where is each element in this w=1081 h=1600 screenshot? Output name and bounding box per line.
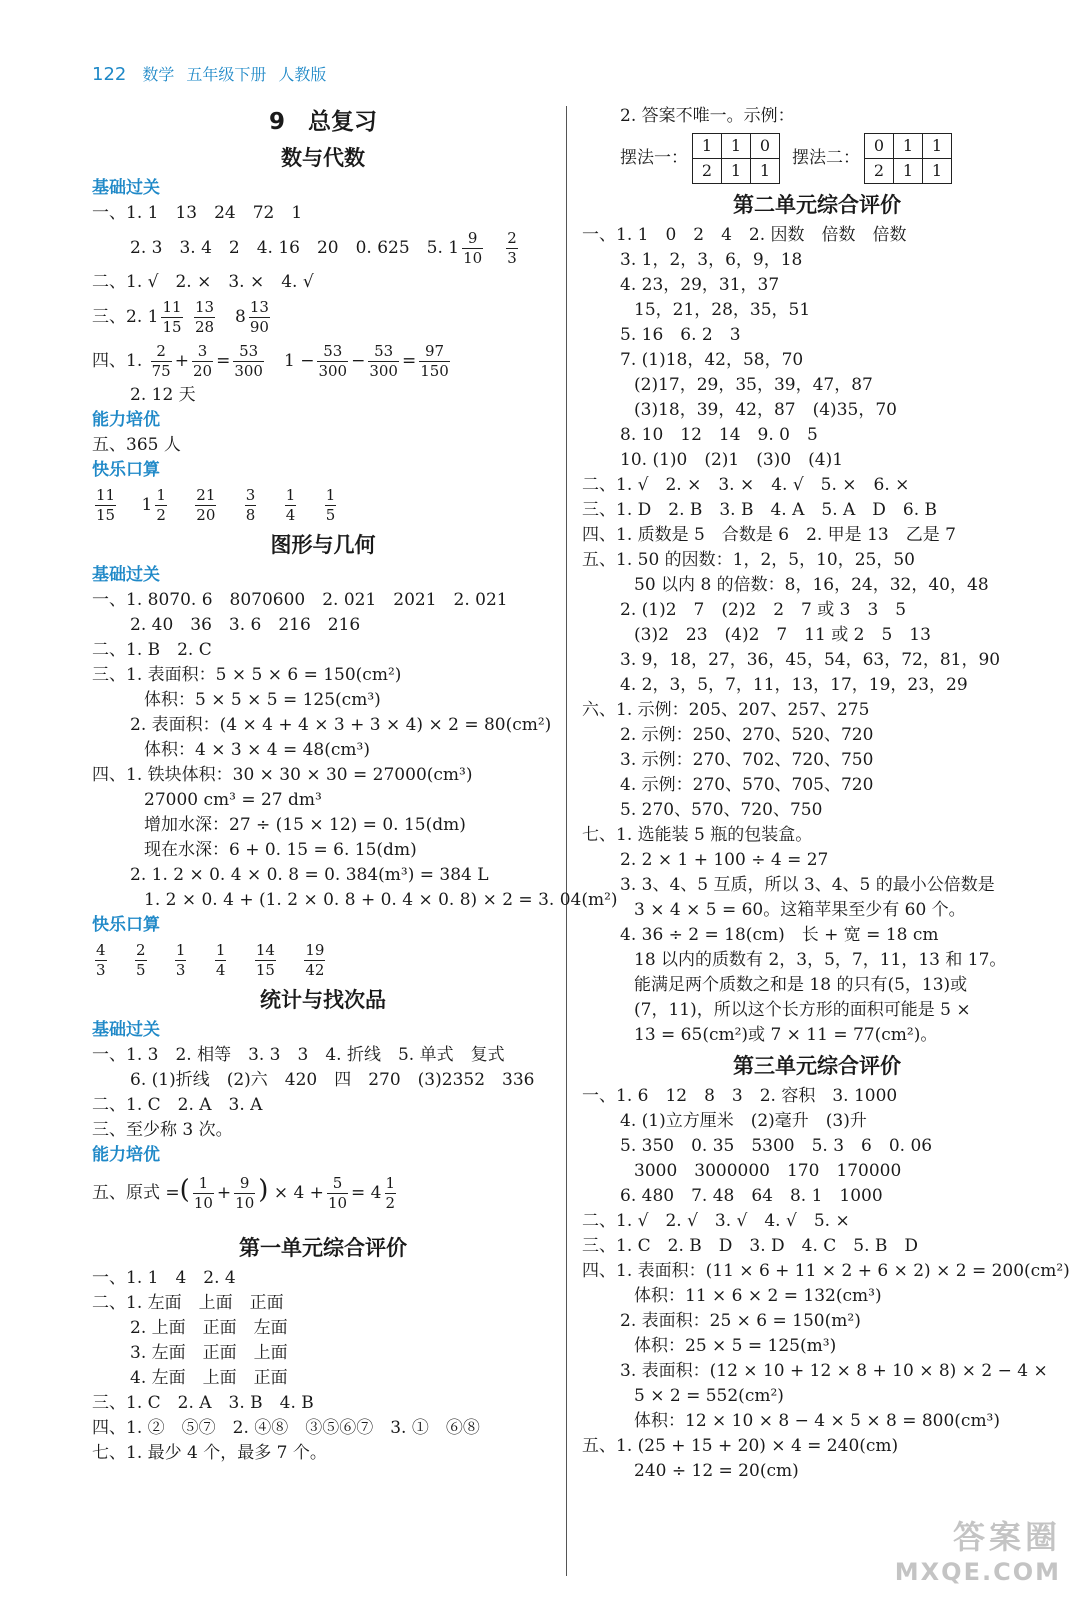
fraction: $\frac{53}{300}$: [318, 342, 348, 380]
fraction: $\frac{2}{5}$: [135, 941, 146, 979]
answer-line: (7，11)，所以这个长方形的面积可能是 5 ×: [634, 1000, 971, 1020]
section-title: 第二单元综合评价: [733, 193, 901, 217]
fraction: $\frac{3}{8}$: [245, 486, 256, 524]
answer-line: 二、1. C 2. A 3. A: [92, 1095, 263, 1115]
subsection-label: 能力培优: [92, 410, 160, 430]
answer-line: 3 × 4 × 5 = 60。这箱苹果至少有 60 个。: [634, 900, 966, 920]
grade-label: 五年级下册: [186, 65, 267, 84]
answer-line: 体积：12 × 10 × 8 − 4 × 5 × 8 = 800(cm³): [634, 1411, 1001, 1431]
fraction: $\frac{1}{4}$: [215, 941, 226, 979]
answer-line: [92, 938, 554, 982]
subsection-label: 基础过关: [92, 1020, 160, 1040]
answer-line: 13 = 65(cm²)或 7 × 11 = 77(cm²)。: [634, 1025, 938, 1045]
subsection-label: 快乐口算: [92, 460, 160, 480]
answer-line: 五、365 人: [92, 435, 181, 455]
answer-line: 5. 270、570、720、750: [620, 800, 823, 820]
fraction: $\frac{11}{15}$: [96, 486, 116, 524]
answer-line: 2. 上面 正面 左面: [130, 1318, 288, 1338]
answer-line: 一、1. 1 13 24 72 1: [92, 203, 303, 223]
answer-line: 2. 示例：250、270、520、720: [620, 725, 874, 745]
answer-line: 3. 9，18，27，36，45，54，63，72，81，90: [620, 650, 1001, 670]
answer-line: 二、1. 左面 上面 正面: [92, 1293, 284, 1313]
fraction: $\frac{4}{3}$: [96, 941, 106, 979]
answer-line: 三、至少称 3 次。: [92, 1120, 233, 1140]
answer-line: 四、1. 质数是 5 合数是 6 2. 甲是 13 乙是 7: [582, 525, 956, 545]
column-divider: [566, 106, 567, 1576]
fraction: $\frac{1}{3}$: [175, 941, 186, 979]
answer-line: 3. 表面积：(12 × 10 + 12 × 8 + 10 × 8) × 2 − 4 ×: [620, 1361, 1048, 1381]
fraction: $\frac{1}{2}$: [156, 486, 166, 524]
subsection-label: 能力培优: [92, 1145, 160, 1165]
answer-line: 1. 2 × 0. 4 + (1. 2 × 0. 8 + 0. 4 × 0. 8) × 2 = 3. 04(m²): [144, 890, 618, 910]
answer-line: [92, 226, 554, 270]
fraction: $\frac{3}{20}$: [192, 342, 213, 380]
fraction: $\frac{5}{10}$: [327, 1174, 348, 1212]
answer-line: 体积：11 × 6 × 2 = 132(cm³): [634, 1286, 882, 1306]
fraction: $\frac{1}{5}$: [325, 486, 336, 524]
answer-line: 6. (1)折线 (2)六 420 四 270 (3)2352 336: [130, 1070, 535, 1090]
answer-line: 5. 350 0. 35 5300 5. 3 6 0. 06: [620, 1136, 933, 1156]
answer-line: 15，21，28，35，51: [634, 300, 811, 320]
answer-line: 五、1. (25 + 15 + 20) × 4 = 240(cm): [582, 1436, 899, 1456]
answer-line: 四、1. 铁块体积：30 × 30 × 30 = 27000(cm³): [92, 765, 473, 785]
answer-line: $\frac{11}{15}$ 1 $\frac{1}{2}$ $\frac{21}{20}$ $\frac{3}{8}$ $\frac{1}{4}$ $\frac{1}{5}$: [96, 486, 336, 524]
answer-line: 2. 表面积：(4 × 4 + 4 × 3 + 3 × 4) × 2 = 80(cm²): [130, 715, 552, 735]
answer-line: (2)17，29，35，39，47，87: [634, 375, 873, 395]
fraction: $\frac{21}{20}$: [196, 486, 216, 524]
answer-line: 8. 10 12 14 9. 0 5: [620, 425, 818, 445]
section-title: 第三单元综合评价: [733, 1054, 901, 1078]
arrangement-line: [582, 129, 1052, 187]
answer-line: 体积：25 × 5 = 125(m³): [634, 1336, 837, 1356]
page-number: 122: [92, 64, 127, 85]
answer-line: 三、1. D 2. B 3. B 4. A 5. A D 6. B: [582, 500, 938, 520]
answer-line: 2. 2 × 1 + 100 ÷ 4 = 27: [620, 850, 829, 870]
answer-line: 四、1. $\frac{2}{75}$ + $\frac{3}{20}$ = $\frac{53}{300}$ 1 − $\frac{53}{300}$ − $\frac{53}{300}$ = $\frac{97}{150}$: [92, 342, 449, 380]
section-title: 统计与找次品: [260, 988, 386, 1012]
arrangement-label: 摆法二：: [792, 148, 860, 168]
answer-line: 3000 3000000 170 170000: [634, 1161, 902, 1181]
answer-line: 二、1. B 2. C: [92, 640, 212, 660]
right-column: [582, 104, 1070, 1484]
answer-line: 七、1. 选能装 5 瓶的包装盒。: [582, 825, 813, 845]
answer-line: 体积：5 × 5 × 5 = 125(cm³): [144, 690, 381, 710]
fraction: $\frac{9}{10}$: [463, 229, 483, 267]
section-title: 第一单元综合评价: [239, 1236, 407, 1260]
section-title: 图形与几何: [270, 533, 376, 557]
answer-line: 三、1. 表面积：5 × 5 × 6 = 150(cm²): [92, 665, 402, 685]
answer-line: 3. 3、4、5 互质，所以 3、4、5 的最小公倍数是: [620, 875, 995, 895]
answer-line: 五、原式 =( $\frac{1}{10}$ + $\frac{9}{10}$ ) × 4 + $\frac{5}{10}$ = 4 $\frac{1}{2}$: [92, 1174, 396, 1212]
answer-line: 2. 40 36 3. 6 216 216: [130, 615, 361, 635]
subsection-label: 快乐口算: [92, 915, 160, 935]
answer-line: 2. (1)2 7 (2)2 2 7 或 3 3 5: [620, 600, 907, 620]
answer-line: 三、1. C 2. A 3. B 4. B: [92, 1393, 314, 1413]
fraction: $\frac{19}{42}$: [305, 941, 325, 979]
answer-line: 18 以内的质数有 2，3，5，7，11，13 和 17。: [634, 950, 1007, 970]
fraction: $\frac{14}{15}$: [255, 941, 275, 979]
answer-line: 5 × 2 = 552(cm²): [634, 1386, 784, 1406]
chapter-title: 9 总复习: [268, 109, 377, 135]
answer-line: 3. 示例：270、702、720、750: [620, 750, 874, 770]
fraction: $\frac{2}{3}$: [507, 229, 517, 267]
edition-label: 人教版: [278, 65, 327, 84]
answer-line: 2. 1. 2 × 0. 4 × 0. 8 = 0. 384(m³) = 384 L: [130, 865, 489, 885]
fraction: $\frac{13}{28}$: [194, 298, 215, 336]
answer-line: 二、1. √ 2. × 3. × 4. √: [92, 272, 314, 292]
answer-line: 能满足两个质数之和是 18 的只有(5，13)或: [634, 975, 968, 995]
answer-line: 一、1. 1 4 2. 4: [92, 1268, 236, 1288]
answer-line: 二、1. √ 2. √ 3. √ 4. √ 5. ×: [582, 1211, 850, 1231]
answer-line: 10. (1)0 (2)1 (3)0 (4)1: [620, 450, 844, 470]
arrangement-grid-2: 0 1 1 2 1 1: [864, 133, 952, 184]
arrangement-label: 摆法一：: [620, 148, 688, 168]
subsection-label: 基础过关: [92, 565, 160, 585]
fraction: $\frac{53}{300}$: [369, 342, 398, 380]
answer-line: 一、1. 3 2. 相等 3. 3 3 4. 折线 5. 单式 复式: [92, 1045, 505, 1065]
answer-line: 240 ÷ 12 = 20(cm): [634, 1461, 799, 1481]
answer-line: 7. (1)18，42，58，70: [620, 350, 804, 370]
answer-line: 七、1. 最少 4 个，最多 7 个。: [92, 1443, 327, 1463]
answer-line: 4. 2，3，5，7，11，13，17，19，23，29: [620, 675, 968, 695]
fraction: $\frac{97}{150}$: [420, 342, 449, 380]
fraction: $\frac{9}{10}$: [235, 1174, 255, 1212]
answer-line: 现在水深：6 + 0. 15 = 6. 15(dm): [144, 840, 417, 860]
answer-line: 4. 左面 上面 正面: [130, 1368, 288, 1388]
answer-line: 50 以内 8 的倍数：8，16，24，32，40，48: [634, 575, 989, 595]
answer-line: 4. (1)立方厘米 (2)毫升 (3)升: [620, 1111, 867, 1131]
answer-line: (3)2 23 (4)2 7 11 或 2 5 13: [634, 625, 931, 645]
fraction: $\frac{13}{90}$: [249, 298, 269, 336]
answer-line: 3. 左面 正面 上面: [130, 1343, 288, 1363]
answer-line: 5. 16 6. 2 3: [620, 325, 741, 345]
left-column: [92, 104, 618, 1466]
answer-line: 体积：4 × 3 × 4 = 48(cm³): [144, 740, 370, 760]
page-header: [92, 62, 338, 85]
answer-line: 一、1. 1 0 2 4 2. 因数 倍数 倍数: [582, 225, 907, 245]
answer-line: 6. 480 7. 48 64 8. 1 1000: [620, 1186, 883, 1206]
answer-line: 三、1. C 2. B D 3. D 4. C 5. B D: [582, 1236, 919, 1256]
watermark: 答案圈 MXQE.COM: [894, 1518, 1061, 1586]
fraction: $\frac{1}{10}$: [193, 1174, 213, 1212]
answer-line: 五、1. 50 的因数：1，2，5，10，25，50: [582, 550, 916, 570]
fraction: $\frac{53}{300}$: [234, 342, 263, 380]
answer-line: 六、1. 示例：205、207、257、275: [582, 700, 870, 720]
answer-line: 4. 36 ÷ 2 = 18(cm) 长 + 宽 = 18 cm: [620, 925, 939, 945]
answer-line: 一、1. 8070. 6 8070600 2. 021 2021 2. 021: [92, 590, 508, 610]
answer-line: 3. 1，2，3，6，9，18: [620, 250, 803, 270]
subsection-label: 基础过关: [92, 178, 160, 198]
section-title: 数与代数: [281, 146, 365, 170]
answer-line: 4. 示例：270、570、705、720: [620, 775, 874, 795]
answer-line: 27000 cm³ = 27 dm³: [144, 790, 322, 810]
fraction: $\frac{2}{75}$: [151, 342, 171, 380]
answer-line: 增加水深：27 ÷ (15 × 12) = 0. 15(dm): [144, 815, 466, 835]
answer-line: 2. 答案不唯一。示例：: [620, 106, 795, 126]
answer-line: 二、1. √ 2. × 3. × 4. √ 5. × 6. ×: [582, 475, 910, 495]
answer-line: 4. 23，29，31，37: [620, 275, 780, 295]
fraction: $\frac{11}{15}$: [162, 298, 182, 336]
answer-line: 四、1. ② ⑤⑦ 2. ④⑧ ③⑤⑥⑦ 3. ① ⑥⑧: [92, 1418, 480, 1438]
answer-line: 三、2. 1 $\frac{11}{15}$ $\frac{13}{28}$ 8 $\frac{13}{90}$: [92, 298, 269, 336]
answer-line: 2. 12 天: [130, 385, 196, 405]
answer-line: (3)18，39，42，87 (4)35，70: [634, 400, 897, 420]
fraction: $\frac{1}{2}$: [385, 1174, 396, 1212]
answer-line: 四、1. 表面积：(11 × 6 + 11 × 2 + 6 × 2) × 2 = 200(cm²): [582, 1261, 1070, 1281]
answer-line: 2. 表面积：25 × 6 = 150(m²): [620, 1311, 861, 1331]
fraction: $\frac{1}{4}$: [285, 486, 296, 524]
arrangement-grid-1: 1 1 0 2 1 1: [692, 133, 780, 184]
answer-text: 2. 3 3. 4 2 4. 16 20 0. 625 5. 1: [130, 238, 460, 258]
subject-label: 数学: [142, 65, 175, 84]
answer-line: 一、1. 6 12 8 3 2. 容积 3. 1000: [582, 1086, 898, 1106]
